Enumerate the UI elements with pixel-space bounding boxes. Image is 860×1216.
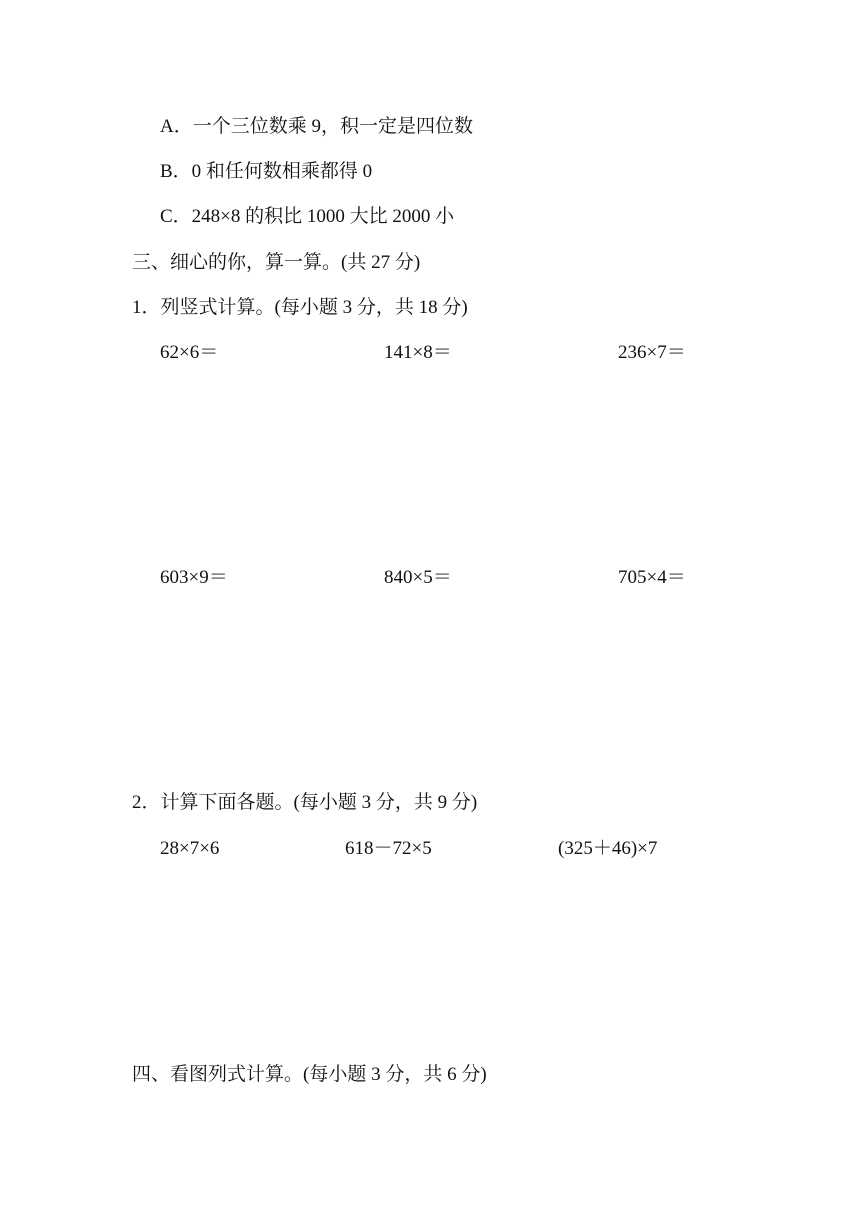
option-a: A．一个三位数乘 9，积一定是四位数 (160, 116, 473, 137)
vertical-calc-problem: 236×7＝ (618, 342, 686, 363)
section-4-heading: 四、看图列式计算。(每小题 3 分，共 6 分) (132, 1064, 487, 1085)
calc-problem: 618－72×5 (345, 838, 432, 859)
vertical-calc-problem: 603×9＝ (160, 567, 228, 588)
vertical-calc-problem: 840×5＝ (384, 567, 452, 588)
vertical-calc-problem: 62×6＝ (160, 342, 219, 363)
part-1-heading: 1．列竖式计算。(每小题 3 分，共 18 分) (132, 297, 468, 318)
calc-problem: (325＋46)×7 (558, 838, 658, 859)
calc-problem: 28×7×6 (160, 838, 220, 859)
section-3-heading: 三、细心的你，算一算。(共 27 分) (132, 252, 421, 273)
vertical-calc-problem: 141×8＝ (384, 342, 452, 363)
option-b: B．0 和任何数相乘都得 0 (160, 161, 373, 182)
vertical-calc-problem: 705×4＝ (618, 567, 686, 588)
option-c: C．248×8 的积比 1000 大比 2000 小 (160, 206, 455, 227)
part-2-heading: 2．计算下面各题。(每小题 3 分，共 9 分) (132, 792, 478, 813)
